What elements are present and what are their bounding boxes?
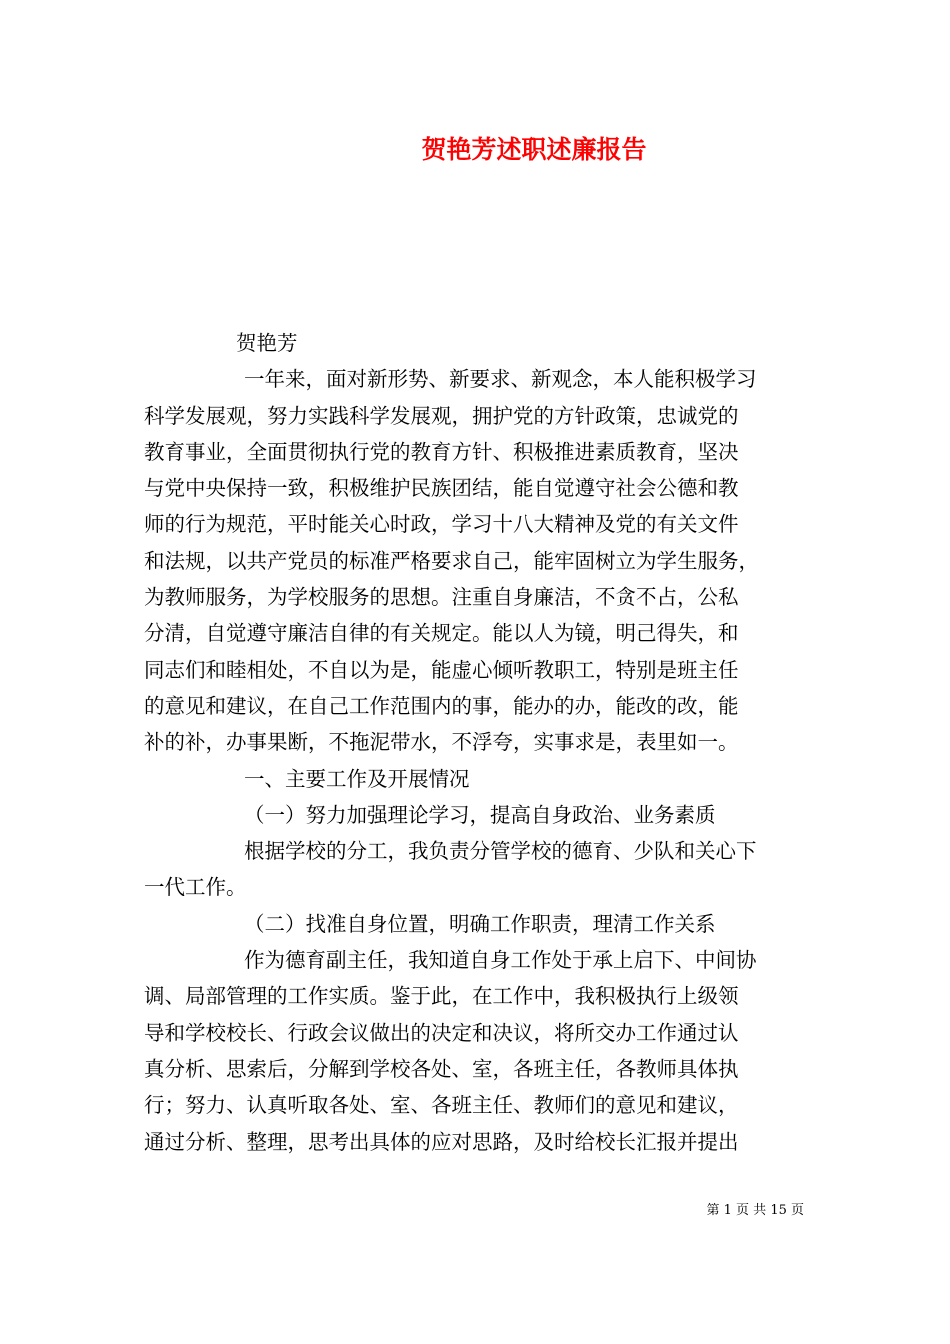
paragraph-line: 师的行为规范，平时能关心时政，学习十八大精神及党的有关文件 [144,512,739,537]
author-line: 贺艳芳 [236,331,298,355]
paragraph-line: 与党中央保持一致，积极维护民族团结，能自觉遵守社会公德和教 [144,476,739,501]
paragraph-line: 科学发展观，努力实践科学发展观，拥护党的方针政策，忠诚党的 [144,403,739,428]
paragraph-line: 的意见和建议，在自己工作范围内的事，能办的办，能改的改，能 [144,693,739,718]
paragraph-line: 一年来，面对新形势、新要求、新观念，本人能积极学习 [244,367,757,392]
paragraph-line: 教育事业，全面贯彻执行党的教育方针、积极推进素质教育，坚决 [144,439,739,464]
subsection-heading: （一）努力加强理论学习，提高自身政治、业务素质 [244,802,716,827]
document-title: 贺艳芳述职述廉报告 [421,135,647,164]
paragraph-line: 行；努力、认真听取各处、室、各班主任、教师们的意见和建议， [144,1093,739,1118]
paragraph-line: 作为德育副主任，我知道自身工作处于承上启下、中间协 [244,948,757,973]
paragraph-line: 真分析、思索后，分解到学校各处、室，各班主任，各教师具体执 [144,1056,739,1081]
document-body [144,325,824,1160]
section-heading: 一、主要工作及开展情况 [244,766,470,791]
paragraph-line: 根据学校的分工，我负责分管学校的德育、少队和关心下 [244,839,757,864]
paragraph-line: 通过分析、整理，思考出具体的应对思路，及时给校长汇报并提出 [144,1129,739,1154]
paragraph-line: 导和学校校长、行政会议做出的决定和决议，将所交办工作通过认 [144,1020,739,1045]
paragraph-line: 分清，自觉遵守廉洁自律的有关规定。能以人为镜，明己得失，和 [144,621,739,646]
paragraph-line: 补的补，办事果断，不拖泥带水，不浮夸，实事求是，表里如一。 [144,730,739,755]
paragraph-line: 调、局部管理的工作实质。鉴于此，在工作中，我积极执行上级领 [144,984,739,1009]
page-number: 第 1 页 共 15 页 [706,1203,804,1218]
paragraph-line: 和法规，以共产党员的标准严格要求自己，能牢固树立为学生服务， [144,548,759,573]
subsection-heading: （二）找准自身位置，明确工作职责，理清工作关系 [244,911,716,936]
paragraph-line: 为教师服务，为学校服务的思想。注重自身廉洁，不贪不占，公私 [144,585,739,610]
paragraph-line: 一代工作。 [144,875,247,900]
paragraph-line: 同志们和睦相处，不自以为是，能虚心倾听教职工，特别是班主任 [144,657,739,682]
